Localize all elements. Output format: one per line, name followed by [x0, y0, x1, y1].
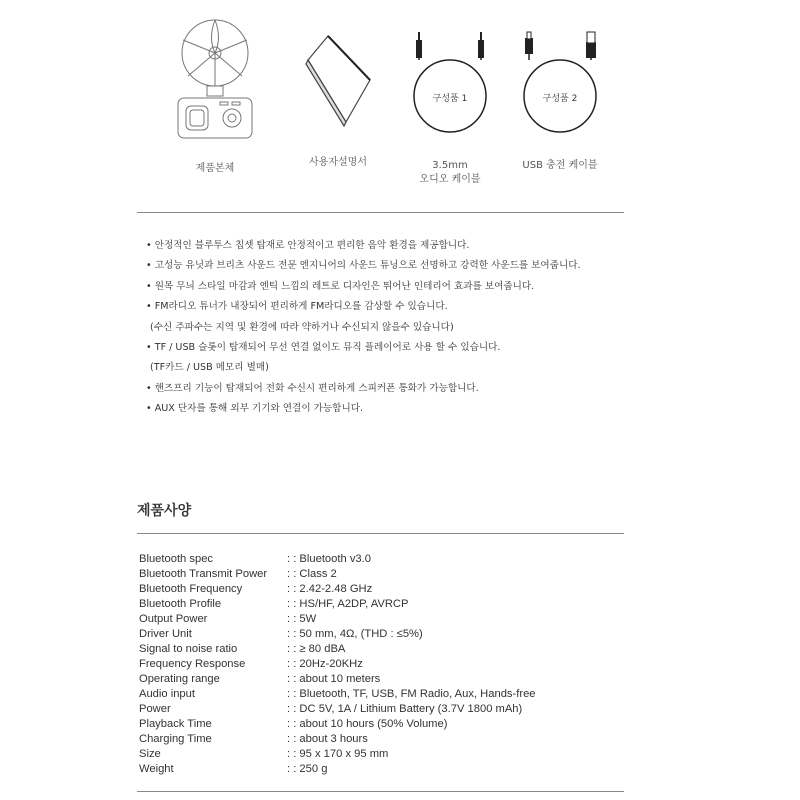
spec-label: Playback Time [139, 718, 212, 730]
feature-item: • AUX 단자를 통해 외부 기기와 연결이 가능합니다. [146, 403, 364, 415]
spec-label: Driver Unit [139, 628, 192, 640]
spec-label: Operating range [139, 673, 220, 685]
component-usb-cable [515, 30, 605, 173]
spec-value: : : DC 5V, 1A / Lithium Battery (3.7V 1800 mAh) [287, 703, 523, 715]
feature-item: • 원목 무늬 스타일 마감과 엔틱 느낌의 레트로 디자인은 뛰어난 인테리어 효과를 보여줍니다. [146, 280, 535, 292]
spec-label: Weight [139, 763, 174, 775]
spec-label: Power [139, 703, 171, 715]
spec-value: : : Bluetooth v3.0 [287, 553, 371, 565]
feature-list [146, 236, 581, 420]
component-audio-cable [405, 30, 495, 187]
spec-value: : : 250 g [287, 763, 328, 775]
spec-value: : : 20Hz-20KHz [287, 658, 363, 670]
spec-label: Signal to noise ratio [139, 643, 238, 655]
component-speaker [160, 18, 270, 176]
component-label: 제품본체 [195, 163, 235, 174]
feature-item: • TF / USB 슬롯이 탑재되어 무선 연결 없이도 뮤직 플레이어로 사용 할 수 있습니다. [146, 341, 501, 353]
spec-label: Bluetooth spec [139, 553, 214, 565]
spec-value: : : about 10 hours (50% Volume) [287, 718, 448, 730]
spec-label: Charging Time [139, 733, 212, 745]
spec-label: Output Power [139, 613, 208, 625]
divider-spec-bottom [137, 791, 624, 792]
feature-item: • 핸즈프리 기능이 탑재되어 전화 수신시 편리하게 스피커폰 통화가 가능합니다. [146, 382, 479, 394]
feature-item: • 고성능 유닛과 브리츠 사운드 전문 엔지니어의 사운드 튜닝으로 선명하고 강력한 사운드를 보여줍니다. [146, 260, 581, 272]
component-label: USB 충전 케이블 [522, 160, 598, 171]
component-label: 사용자설명서 [309, 157, 367, 168]
divider-top [137, 212, 624, 213]
spec-value: : : 95 x 170 x 95 mm [287, 748, 389, 760]
spec-label: Audio input [139, 688, 195, 700]
spec-label: Bluetooth Transmit Power [139, 568, 268, 580]
audio-cable-illustration [405, 30, 495, 135]
spec-section-title: 제품사양 [137, 503, 192, 519]
spec-value: : : 2.42-2.48 GHz [287, 583, 373, 595]
spec-label: Size [139, 748, 161, 760]
feature-note: (TF카드 / USB 메모리 별매) [150, 362, 269, 374]
spec-value: : : HS/HF, A2DP, AVRCP [287, 598, 409, 610]
spec-value: : : 50 mm, 4Ω, (THD : ≤5%) [287, 628, 423, 640]
feature-note: (수신 주파수는 지역 및 환경에 따라 약하거나 수신되지 않을수 있습니다) [150, 321, 454, 333]
speaker-illustration [160, 18, 270, 148]
spec-value: : : Class 2 [287, 568, 337, 580]
component-badge: 구성품 2 [542, 94, 578, 104]
spec-value: : : Bluetooth, TF, USB, FM Radio, Aux, Hands-free [287, 688, 536, 700]
component-label: 3.5mm [432, 160, 468, 171]
spec-label: Bluetooth Profile [139, 598, 222, 610]
manual-illustration [298, 30, 378, 130]
spec-label: Bluetooth Frequency [139, 583, 243, 595]
spec-value: : : about 3 hours [287, 733, 368, 745]
spec-label: Frequency Response [139, 658, 246, 670]
component-label-line2: 오디오 케이블 [419, 174, 481, 185]
spec-value: : : 5W [287, 613, 317, 625]
feature-item: • FM라디오 튜너가 내장되어 편리하게 FM라디오를 감상할 수 있습니다. [146, 301, 448, 313]
spec-value: : : ≥ 80 dBA [287, 643, 346, 655]
component-manual [298, 30, 378, 170]
feature-item: • 안정적인 블루투스 칩셋 탑재로 안정적이고 편리한 음악 환경을 제공합니다. [146, 240, 470, 251]
component-badge: 구성품 1 [432, 94, 468, 104]
usb-cable-illustration [515, 30, 605, 135]
divider-spec-top [137, 533, 624, 534]
spec-value: : : about 10 meters [287, 673, 381, 685]
